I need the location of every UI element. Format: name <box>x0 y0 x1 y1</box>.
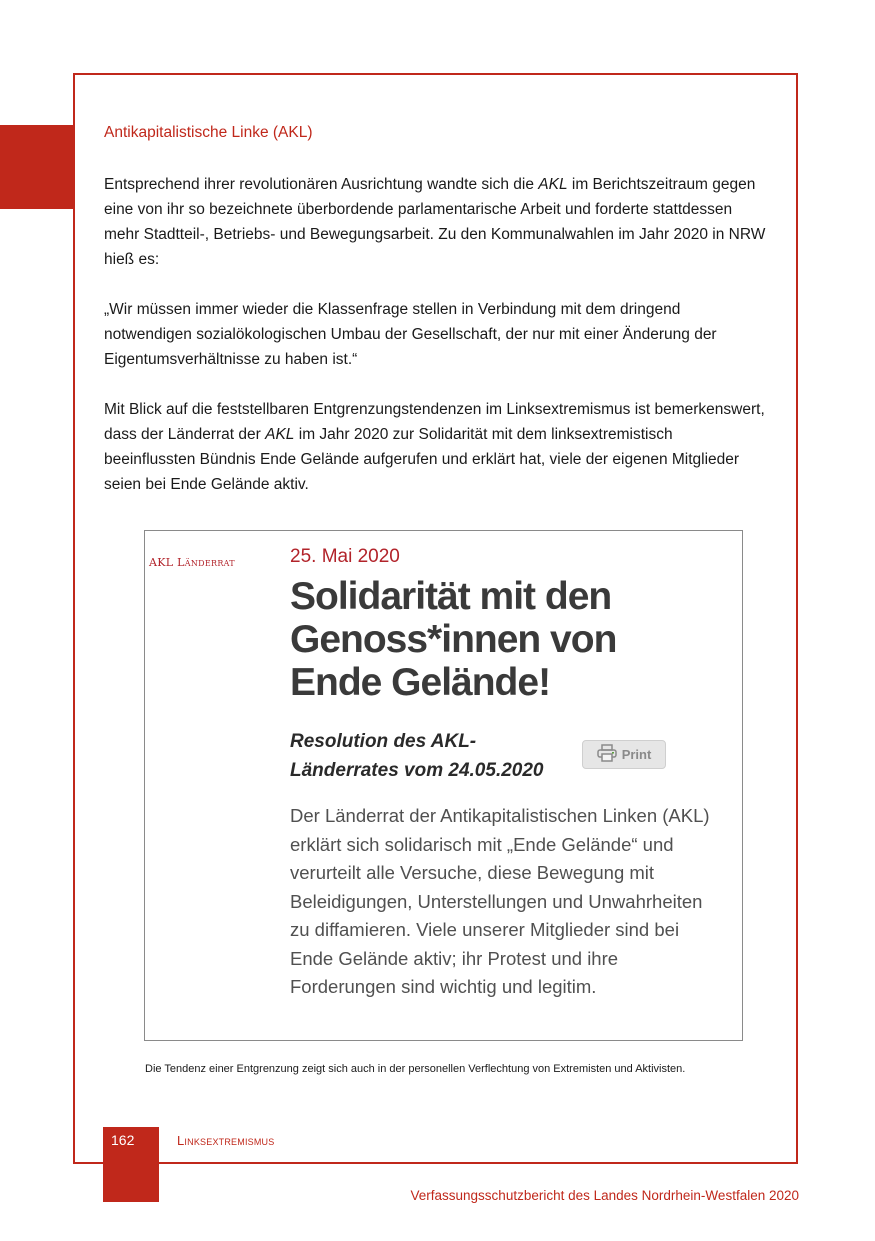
akl-abbreviation: AKL <box>538 176 568 193</box>
page-number: 162 <box>111 1132 135 1148</box>
image-caption: Die Tendenz einer Entgrenzung zeigt sich auch in der personellen Verflechtung von Extremisten und Aktivisten. <box>145 1063 686 1075</box>
print-label: Print <box>621 747 652 762</box>
side-marker <box>0 125 75 209</box>
paragraph-intro <box>104 172 766 272</box>
paragraph-intro-end: im Berichtszeitraum gegen eine von ihr so bezeichnete überbordende parlamentarische Arbeit und forderte stattdessen mehr Stadtteil-, Betriebs- und Bewegungsarbeit. Zu den Kommunalwahlen im Jahr 2020 in NRW hieß es: <box>104 176 766 268</box>
post-date: 25. Mai 2020 <box>290 546 400 567</box>
section-heading: Antikapitalistische Linke (AKL) <box>104 124 313 141</box>
paragraph-entgrenzung <box>104 397 766 497</box>
akl-abbreviation: AKL <box>265 426 295 443</box>
section-label: Linksextremismus <box>177 1133 275 1148</box>
paragraph-entgrenzung-start: Mit Blick auf die feststellbaren Entgrenzungstendenzen im Linksextremismus ist bemerkenswert, dass der Länderrat der <box>104 401 765 443</box>
printer-icon <box>597 744 617 765</box>
paragraph-intro-start: Entsprechend ihrer revolutionären Ausrichtung wandte sich die <box>104 176 539 193</box>
embedded-screenshot <box>144 530 743 1041</box>
paragraph-entgrenzung-end: im Jahr 2020 zur Solidarität mit dem linksextremistisch beeinflussten Bündnis Ende Gelände aufgerufen und erklärt hat, viele der eigenen Mitglieder seien bei Ende Gelände aktiv. <box>104 426 740 493</box>
footer-title: Verfassungsschutzbericht des Landes Nordrhein-Westfalen 2020 <box>410 1188 799 1203</box>
post-body: Der Länderrat der Antikapitalistischen Linken (AKL) erklärt sich solidarisch mit „Ende Gelände“ und verurteilt alle Versuche, diese Bewegung mit Beleidigungen, Unterstellungen und Unwahrheiten zu diffamieren. Viele unserer Mitglieder sind bei Ende Gelände aktiv; ihr Protest und ihre Forderungen sind wichtig und legitim. <box>290 805 710 997</box>
print-button[interactable] <box>582 740 666 769</box>
quote-paragraph: „Wir müssen immer wieder die Klassenfrage stellen in Verbindung mit dem dringend notwendigen sozialökologischen Umbau der Gesellschaft, der nur mit einer Änderung der Eigentumsverhältnisse zu haben ist.“ <box>104 301 717 368</box>
akl-logo: AKL Länderrat <box>149 556 235 569</box>
post-title: Solidarität mit den Genoss*innen von Ende Gelände! <box>290 575 617 704</box>
post-subtitle: Resolution des AKL-Länderrates vom 24.05.2020 <box>290 731 544 781</box>
